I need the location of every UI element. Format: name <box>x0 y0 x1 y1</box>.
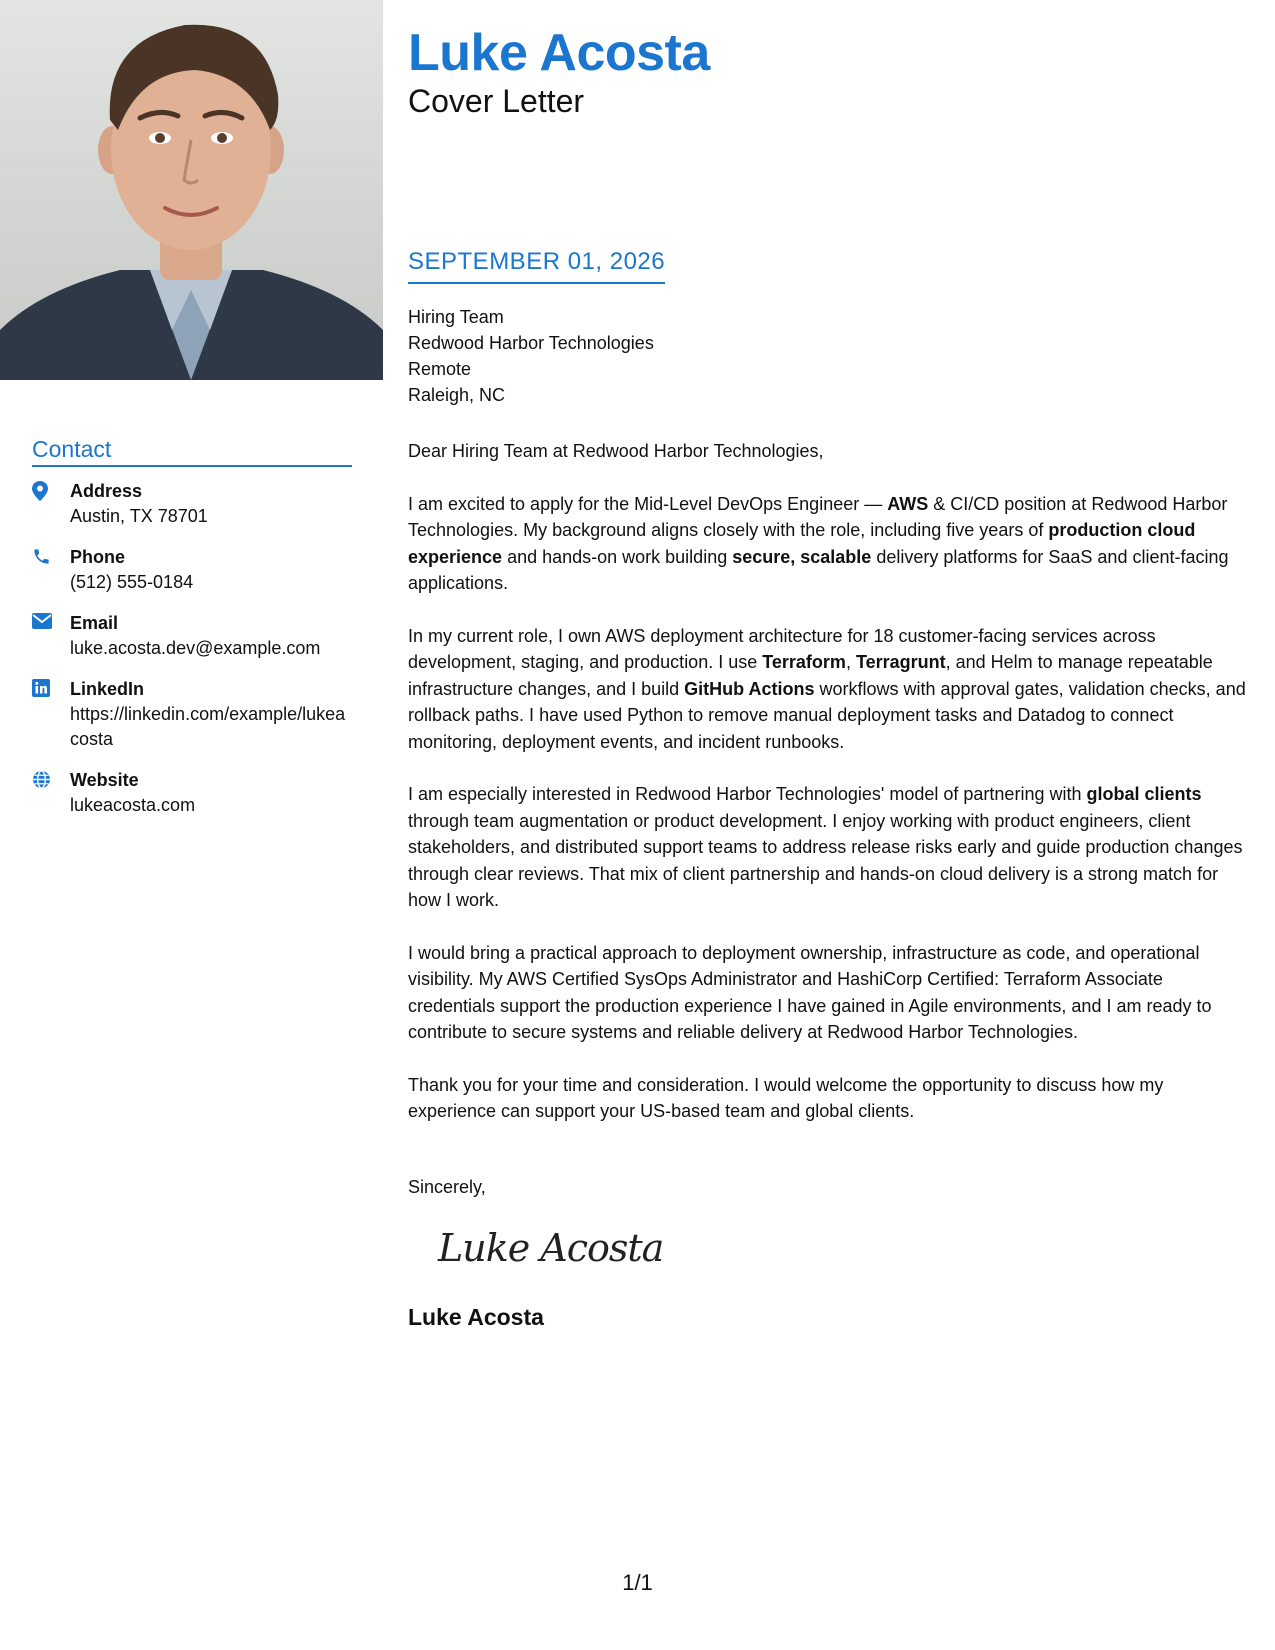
letter-body <box>408 438 1253 1125</box>
profile-photo <box>0 0 383 380</box>
contact-item-phone <box>32 545 352 595</box>
email-icon <box>32 611 70 629</box>
contact-list <box>32 479 352 818</box>
contact-label: Email <box>70 613 119 633</box>
paragraph-1: I am excited to apply for the Mid-Level DevOps Engineer — AWS & CI/CD position at Redwood Harbor Technologies. My background aligns closely with the role, including five years of production cloud experience and hands-on work building secure, scalable delivery platforms for SaaS and client-facing applications. <box>408 493 1229 593</box>
paragraph-4: I would bring a practical approach to deployment ownership, infrastructure as code, and operational visibility. My AWS Certified SysOps Administrator and HashiCorp Certified: Terraform Associate credentials support the production experience I have gained in Agile environments, and I am ready to contribute to secure systems and reliable delivery at Redwood Harbor Technologies. <box>408 942 1212 1042</box>
contact-label: Website <box>70 770 139 790</box>
recipient-line: Hiring Team <box>408 307 504 327</box>
letter-main <box>408 24 1253 1331</box>
portrait-illustration <box>0 0 383 380</box>
email-value[interactable]: luke.acosta.dev@example.com <box>70 638 321 658</box>
date-block <box>408 248 665 284</box>
location-pin-icon <box>32 479 70 501</box>
contact-sidebar <box>32 436 352 834</box>
contact-item-address <box>32 479 352 529</box>
contact-item-linkedin <box>32 677 352 752</box>
contact-item-email <box>32 611 352 661</box>
contact-item-website <box>32 768 352 818</box>
paragraph-5: Thank you for your time and consideration. I would welcome the opportunity to discuss how my experience can support your US-based team and global clients. <box>408 1074 1164 1121</box>
handwritten-signature: Luke Acosta <box>438 1225 664 1270</box>
document-subtitle: Cover Letter <box>408 83 585 119</box>
signer-name: Luke Acosta <box>408 1303 544 1330</box>
salutation: Dear Hiring Team at Redwood Harbor Technologies, <box>408 441 824 461</box>
page-number: 1/1 <box>622 1570 653 1595</box>
contact-label: LinkedIn <box>70 679 145 699</box>
recipient-line: Redwood Harbor Technologies <box>408 333 654 353</box>
website-link[interactable]: lukeacosta.com <box>70 795 196 815</box>
recipient-line: Remote <box>408 359 472 379</box>
linkedin-icon <box>32 677 70 697</box>
letter-date: SEPTEMBER 01, 2026 <box>408 248 666 275</box>
linkedin-link[interactable]: https://linkedin.com/example/lukeacosta <box>70 704 346 749</box>
applicant-name: Luke Acosta <box>408 24 710 82</box>
phone-value[interactable]: (512) 555-0184 <box>70 572 194 592</box>
phone-icon <box>32 545 70 566</box>
closing: Sincerely, <box>408 1176 486 1197</box>
recipient-block <box>408 304 1253 408</box>
contact-label: Address <box>70 481 143 501</box>
recipient-line: Raleigh, NC <box>408 385 506 405</box>
address-value: Austin, TX 78701 <box>70 506 208 526</box>
contact-heading: Contact <box>32 436 352 467</box>
paragraph-3: I am especially interested in Redwood Harbor Technologies' model of partnering with global clients through team augmentation or product development. I enjoy working with product engineers, client stakeholders, and distributed support teams to address release risks early and guide production changes through clear reviews. That mix of client partnership and hands-on cloud delivery is a strong match for how I work. <box>408 784 1243 910</box>
paragraph-2: In my current role, I own AWS deployment architecture for 18 customer-facing services across development, staging, and production. I use Terraform, Terragrunt, and Helm to manage repeatable infrastructure changes, and I build GitHub Actions workflows with approval gates, validation checks, and rollback paths. I have used Python to remove manual deployment tasks and Datadog to connect monitoring, deployment events, and incident runbooks. <box>408 625 1246 752</box>
globe-icon <box>32 768 70 789</box>
contact-label: Phone <box>70 547 126 567</box>
